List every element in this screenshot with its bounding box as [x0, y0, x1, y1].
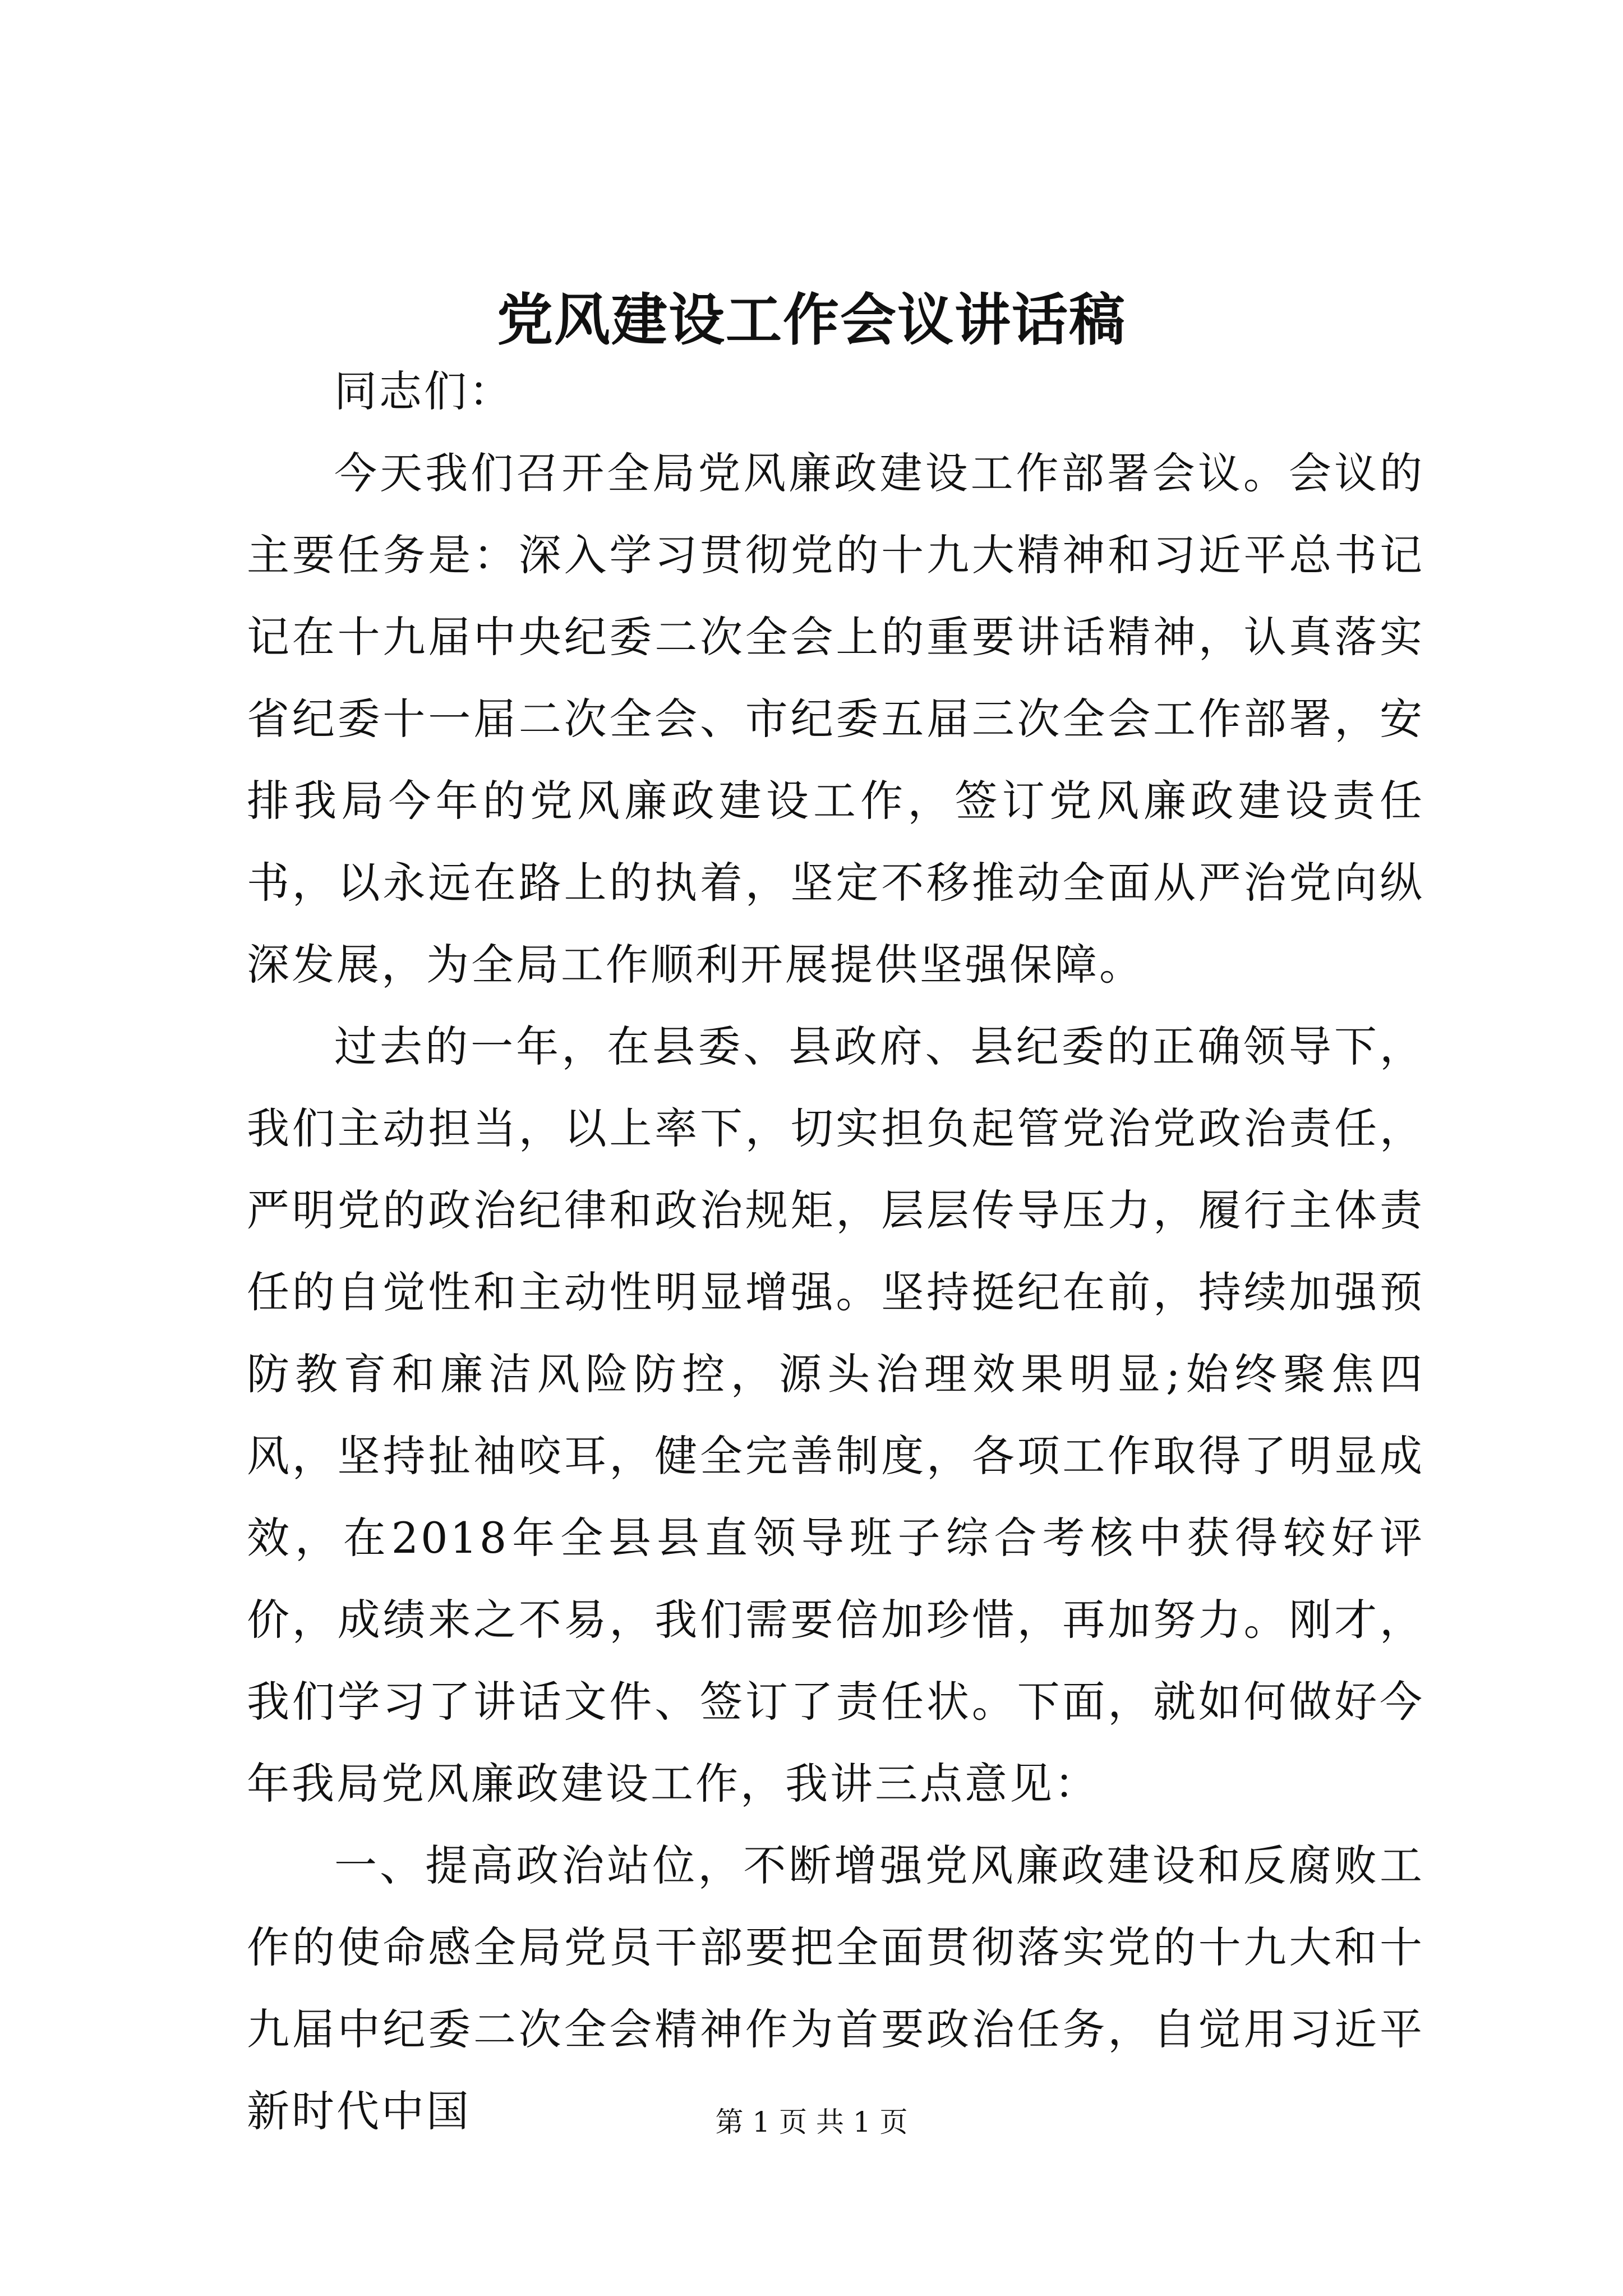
body-paragraph: 今天我们召开全局党风廉政建设工作部署会议。会议的主要任务是：深入学习贯彻党的十九大精神和习近平总书记记在十九届中央纪委二次全会上的重要讲话精神，认真落实省纪委十一届二次全会、市纪委五届三次全会工作部署，安排我局今年的党风廉政建设工作，签订党风廉政建设责任书，以永远在路上的执着，坚定不移推动全面从严治党向纵深发展，为全局工作顺利开展提供坚强保障。: [247, 448, 1424, 990]
salutation-paragraph: 同志们：: [334, 366, 514, 416]
document-title: 党风建设工作会议讲话稿: [497, 287, 1126, 353]
body-paragraph: 一、提高政治站位，不断增强党风廉政建设和反腐败工作的使命感全局党员干部要把全面贯彻落实党的十九大和十九届中纪委二次全会精神作为首要政治任务，自觉用习近平新时代中国: [247, 1841, 1424, 2136]
page-number-footer: 第 1 页 共 1 页: [715, 2106, 908, 2138]
document-body: [247, 351, 1424, 2152]
body-paragraph: 过去的一年，在县委、县政府、县纪委的正确领导下，我们主动担当，以上率下，切实担负起管党治党政治责任，严明党的政治纪律和政治规矩，层层传导压力，履行主体责任的自觉性和主动性明显增强。坚持挺纪在前，持续加强预防教育和廉洁风险防控，源头治理效果明显;始终聚焦四风，坚持扯袖咬耳，健全完善制度，各项工作取得了明显成效，在2018年全县县直领导班子综合考核中获得较好评价，成绩来之不易，我们需要倍加珍惜，再加努力。刚才，我们学习了讲话文件、签订了责任状。下面，就如何做好今年我局党风廉政建设工作，我讲三点意见：: [247, 1022, 1424, 1809]
